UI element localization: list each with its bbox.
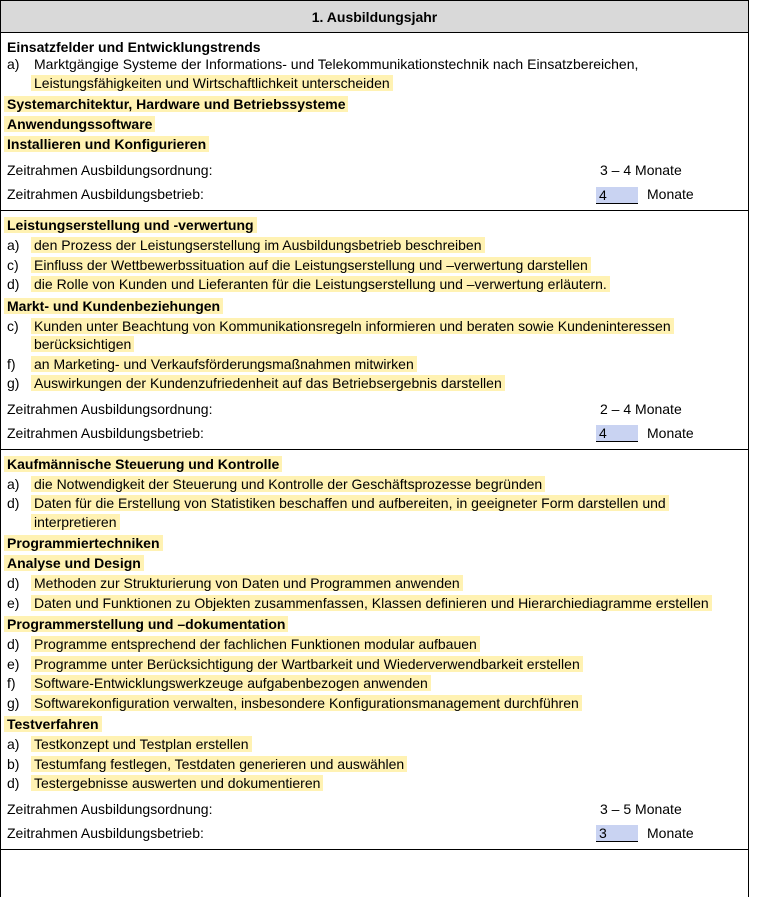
item-text: Testergebnisse auswerten und dokumentieren xyxy=(31,775,323,791)
zeitrahmen-ordnung-row xyxy=(7,158,748,182)
list-item xyxy=(7,635,748,654)
section-heading: Analyse und Design xyxy=(4,555,144,571)
list-item xyxy=(7,494,748,531)
section-heading: Installieren und Konfigurieren xyxy=(4,136,209,152)
item-text: Kunden unter Beachtung von Kommunikationsregeln informieren und beraten sowie Kundeninteressen berücksichtigen xyxy=(31,318,674,353)
item-letter: e) xyxy=(7,655,20,672)
list-item xyxy=(7,317,748,354)
item-text: die Rolle von Kunden und Lieferanten für die Leistungserstellung und –verwertung erläutern. xyxy=(31,276,610,292)
list-item xyxy=(7,256,748,275)
item-letter: d) xyxy=(7,775,20,791)
year-title: 1. Ausbildungsjahr xyxy=(1,0,748,33)
list-item xyxy=(7,594,748,613)
list-item xyxy=(7,475,748,494)
item-letter: g) xyxy=(7,375,20,391)
list-item xyxy=(7,655,748,674)
item-letter: d) xyxy=(7,575,20,591)
item-letter: g) xyxy=(7,694,20,711)
item-letter: a) xyxy=(7,237,20,253)
item-text: die Notwendigkeit der Steuerung und Kontrolle der Geschäftsprozesse begründen xyxy=(31,476,545,492)
section-2 xyxy=(1,211,748,450)
zeitrahmen-betrieb-input[interactable]: 3 xyxy=(596,825,638,842)
section-heading: Programmiertechniken xyxy=(4,535,163,551)
list-item xyxy=(7,236,748,255)
list-item xyxy=(7,674,748,693)
section-3 xyxy=(1,450,748,850)
zeitrahmen-ordnung-label: Zeitrahmen Ausbildungsordnung: xyxy=(7,400,213,417)
zeitrahmen-betrieb-input[interactable]: 4 xyxy=(596,425,638,442)
item-letter: e) xyxy=(7,594,20,611)
zeitrahmen-betrieb-label: Zeitrahmen Ausbildungsbetrieb: xyxy=(7,824,204,841)
item-letter: b) xyxy=(7,755,20,772)
unit-label: Monate xyxy=(647,186,694,202)
item-letter: d) xyxy=(7,276,20,292)
section-heading: Programmerstellung und –dokumentation xyxy=(4,616,288,632)
item-letter: d) xyxy=(7,636,20,652)
item-text: Softwarekonfiguration verwalten, insbesondere Konfigurationsmanagement durchführen xyxy=(31,695,582,711)
zeitrahmen-betrieb-label: Zeitrahmen Ausbildungsbetrieb: xyxy=(7,424,204,441)
section-heading: Einsatzfelder und Entwicklungstrends xyxy=(7,39,261,55)
section-1 xyxy=(1,33,748,211)
list-item xyxy=(7,55,748,92)
unit-label: Monate xyxy=(647,424,694,441)
item-letter: c) xyxy=(7,256,19,273)
zeitrahmen-betrieb-label: Zeitrahmen Ausbildungsbetrieb: xyxy=(7,186,204,202)
unit-label: Monate xyxy=(647,824,694,841)
zeitrahmen-ordnung-label: Zeitrahmen Ausbildungsordnung: xyxy=(7,800,213,817)
list-item xyxy=(7,275,748,294)
item-text: Daten und Funktionen zu Objekten zusammenfassen, Klassen definieren und Hierarchiediagramme erstellen xyxy=(31,595,712,611)
list-item xyxy=(7,755,748,774)
item-text: Einfluss der Wettbewerbssituation auf die Leistungserstellung und –verwertung darstellen xyxy=(31,257,591,273)
zeitrahmen-betrieb-row xyxy=(7,821,748,845)
item-text: Software-Entwicklungswerkzeuge aufgabenbezogen anwenden xyxy=(31,675,431,691)
item-letter: f) xyxy=(7,355,16,372)
item-text: Testkonzept und Testplan erstellen xyxy=(31,736,252,752)
item-text: Auswirkungen der Kundenzufriedenheit auf das Betriebsergebnis darstellen xyxy=(31,375,505,391)
zeitrahmen-ordnung-value: 3 – 4 Monate xyxy=(600,162,682,178)
list-item xyxy=(7,735,748,754)
zeitrahmen-betrieb-row xyxy=(7,182,748,206)
item-text: Daten für die Erstellung von Statistiken beschaffen und aufbereiten, in geeigneter Form darstellen und interpretieren xyxy=(31,495,669,530)
section-heading: Kaufmännische Steuerung und Kontrolle xyxy=(4,456,282,472)
zeitrahmen-ordnung-row xyxy=(7,397,748,421)
zeitrahmen-betrieb-input[interactable]: 4 xyxy=(596,187,638,204)
section-heading: Leistungserstellung und -verwertung xyxy=(4,217,257,233)
list-item xyxy=(7,355,748,374)
zeitrahmen-ordnung-label: Zeitrahmen Ausbildungsordnung: xyxy=(7,162,213,178)
zeitrahmen-ordnung-row xyxy=(7,797,748,821)
section-heading: Anwendungssoftware xyxy=(4,116,155,132)
item-text: an Marketing- und Verkaufsförderungsmaßnahmen mitwirken xyxy=(31,356,417,372)
list-item xyxy=(7,774,748,793)
item-letter: a) xyxy=(7,475,20,492)
list-item xyxy=(7,694,748,713)
item-text: Methoden zur Strukturierung von Daten und Programmen anwenden xyxy=(31,575,463,591)
list-item xyxy=(7,574,748,593)
zeitrahmen-betrieb-row xyxy=(7,421,748,445)
zeitrahmen-ordnung-value: 3 – 5 Monate xyxy=(600,800,682,817)
item-letter: a) xyxy=(7,736,20,752)
section-heading: Systemarchitektur, Hardware und Betriebssysteme xyxy=(4,96,348,112)
item-letter: a) xyxy=(7,56,20,72)
list-item xyxy=(7,374,748,393)
section-heading: Testverfahren xyxy=(4,716,102,732)
item-text: Programme entsprechend der fachlichen Funktionen modular aufbauen xyxy=(31,636,480,652)
item-letter: d) xyxy=(7,495,20,511)
item-text: Testumfang festlegen, Testdaten generieren und auswählen xyxy=(31,756,407,772)
section-heading: Markt- und Kundenbeziehungen xyxy=(4,298,223,314)
item-text: den Prozess der Leistungserstellung im Ausbildungsbetrieb beschreiben xyxy=(31,237,485,253)
zeitrahmen-ordnung-value: 2 – 4 Monate xyxy=(600,400,682,417)
item-text-line1: Marktgängige Systeme der Informations- und Telekommunikationstechnik nach Einsatzbereichen, xyxy=(34,56,639,72)
item-text: Programme unter Berücksichtigung der Wartbarkeit und Wiederverwendbarkeit erstellen xyxy=(31,656,583,672)
item-letter: f) xyxy=(7,675,16,691)
item-text-line2: Leistungsfähigkeiten und Wirtschaftlichkeit unterscheiden xyxy=(31,75,393,91)
item-letter: c) xyxy=(7,317,19,334)
